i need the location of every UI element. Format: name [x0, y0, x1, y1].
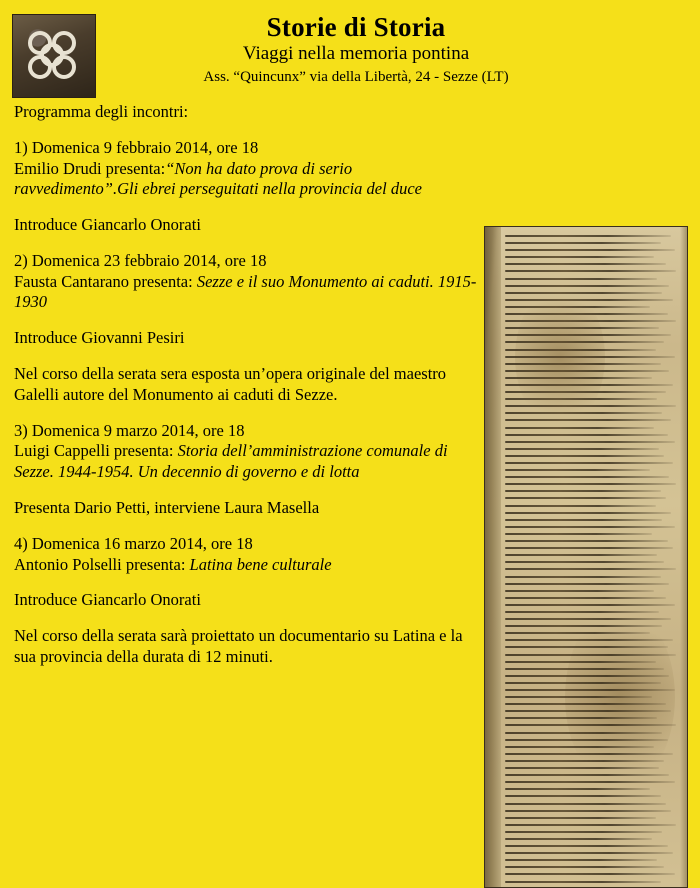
event-4-block — [14, 534, 480, 576]
manuscript-image — [484, 226, 688, 888]
event-4-introducer: Introduce Giancarlo Onorati — [14, 590, 201, 610]
program-column — [14, 102, 486, 668]
event-1-introducer: Introduce Giancarlo Onorati — [14, 215, 201, 235]
event-3-block — [14, 421, 480, 483]
poster-content — [0, 102, 700, 668]
event-2-date: 2) Domenica 23 febbraio 2014, ore 18 — [14, 250, 267, 270]
quincunx-rings-icon — [13, 15, 95, 97]
event-1-block — [14, 138, 480, 200]
page-title: Storie di Storia — [266, 12, 446, 42]
manuscript-spine — [485, 227, 501, 887]
program-intro: Programma degli incontri: — [14, 102, 189, 121]
poster-header — [0, 10, 700, 102]
event-1-presenter: Emilio Drudi presenta: — [14, 158, 166, 178]
event-3-date: 3) Domenica 9 marzo 2014, ore 18 — [14, 420, 245, 440]
event-4-date: 4) Domenica 16 marzo 2014, ore 18 — [14, 533, 253, 553]
header-text-block — [96, 12, 690, 86]
event-2-introducer: Introduce Giovanni Pesiri — [14, 328, 185, 348]
event-3-presenter: Luigi Cappelli presenta: — [14, 441, 174, 461]
event-4-work: Latina bene culturale — [189, 554, 332, 574]
manuscript-text-lines — [505, 235, 678, 881]
quincunx-logo — [12, 14, 96, 98]
organization-address: Ass. “Quincunx” via della Libertà, 24 - Sezze (LT) — [203, 69, 509, 86]
event-2-block — [14, 251, 480, 313]
event-3-work: Storia dell’amministrazione comunale di Sezze. 1944-1954. Un decennio di governo e di lotta — [14, 441, 448, 482]
event-2-work: Sezze e il suo Monumento ai caduti. 1915-1930 — [14, 271, 477, 312]
event-2-presenter: Fausta Cantarano presenta: — [14, 271, 193, 291]
event-4-note: Nel corso della serata sarà proiettato un documentario su Latina e la sua provincia della durata di 12 minuti. — [14, 626, 463, 666]
event-3-introducer: Presenta Dario Petti, interviene Laura Masella — [14, 497, 320, 517]
event-2-note: Nel corso della serata sera esposta un’opera originale del maestro Galelli autore del Monumento ai caduti di Sezze. — [14, 364, 447, 404]
manuscript-edge — [680, 227, 687, 887]
event-1-work: “Non ha dato prova di serio ravvedimento”.Gli ebrei perseguitati nella provincia del duce — [14, 158, 422, 199]
event-1-date: 1) Domenica 9 febbraio 2014, ore 18 — [14, 137, 259, 157]
event-4-presenter: Antonio Polselli presenta: — [14, 554, 186, 574]
page-subtitle: Viaggi nella memoria pontina — [242, 43, 470, 65]
